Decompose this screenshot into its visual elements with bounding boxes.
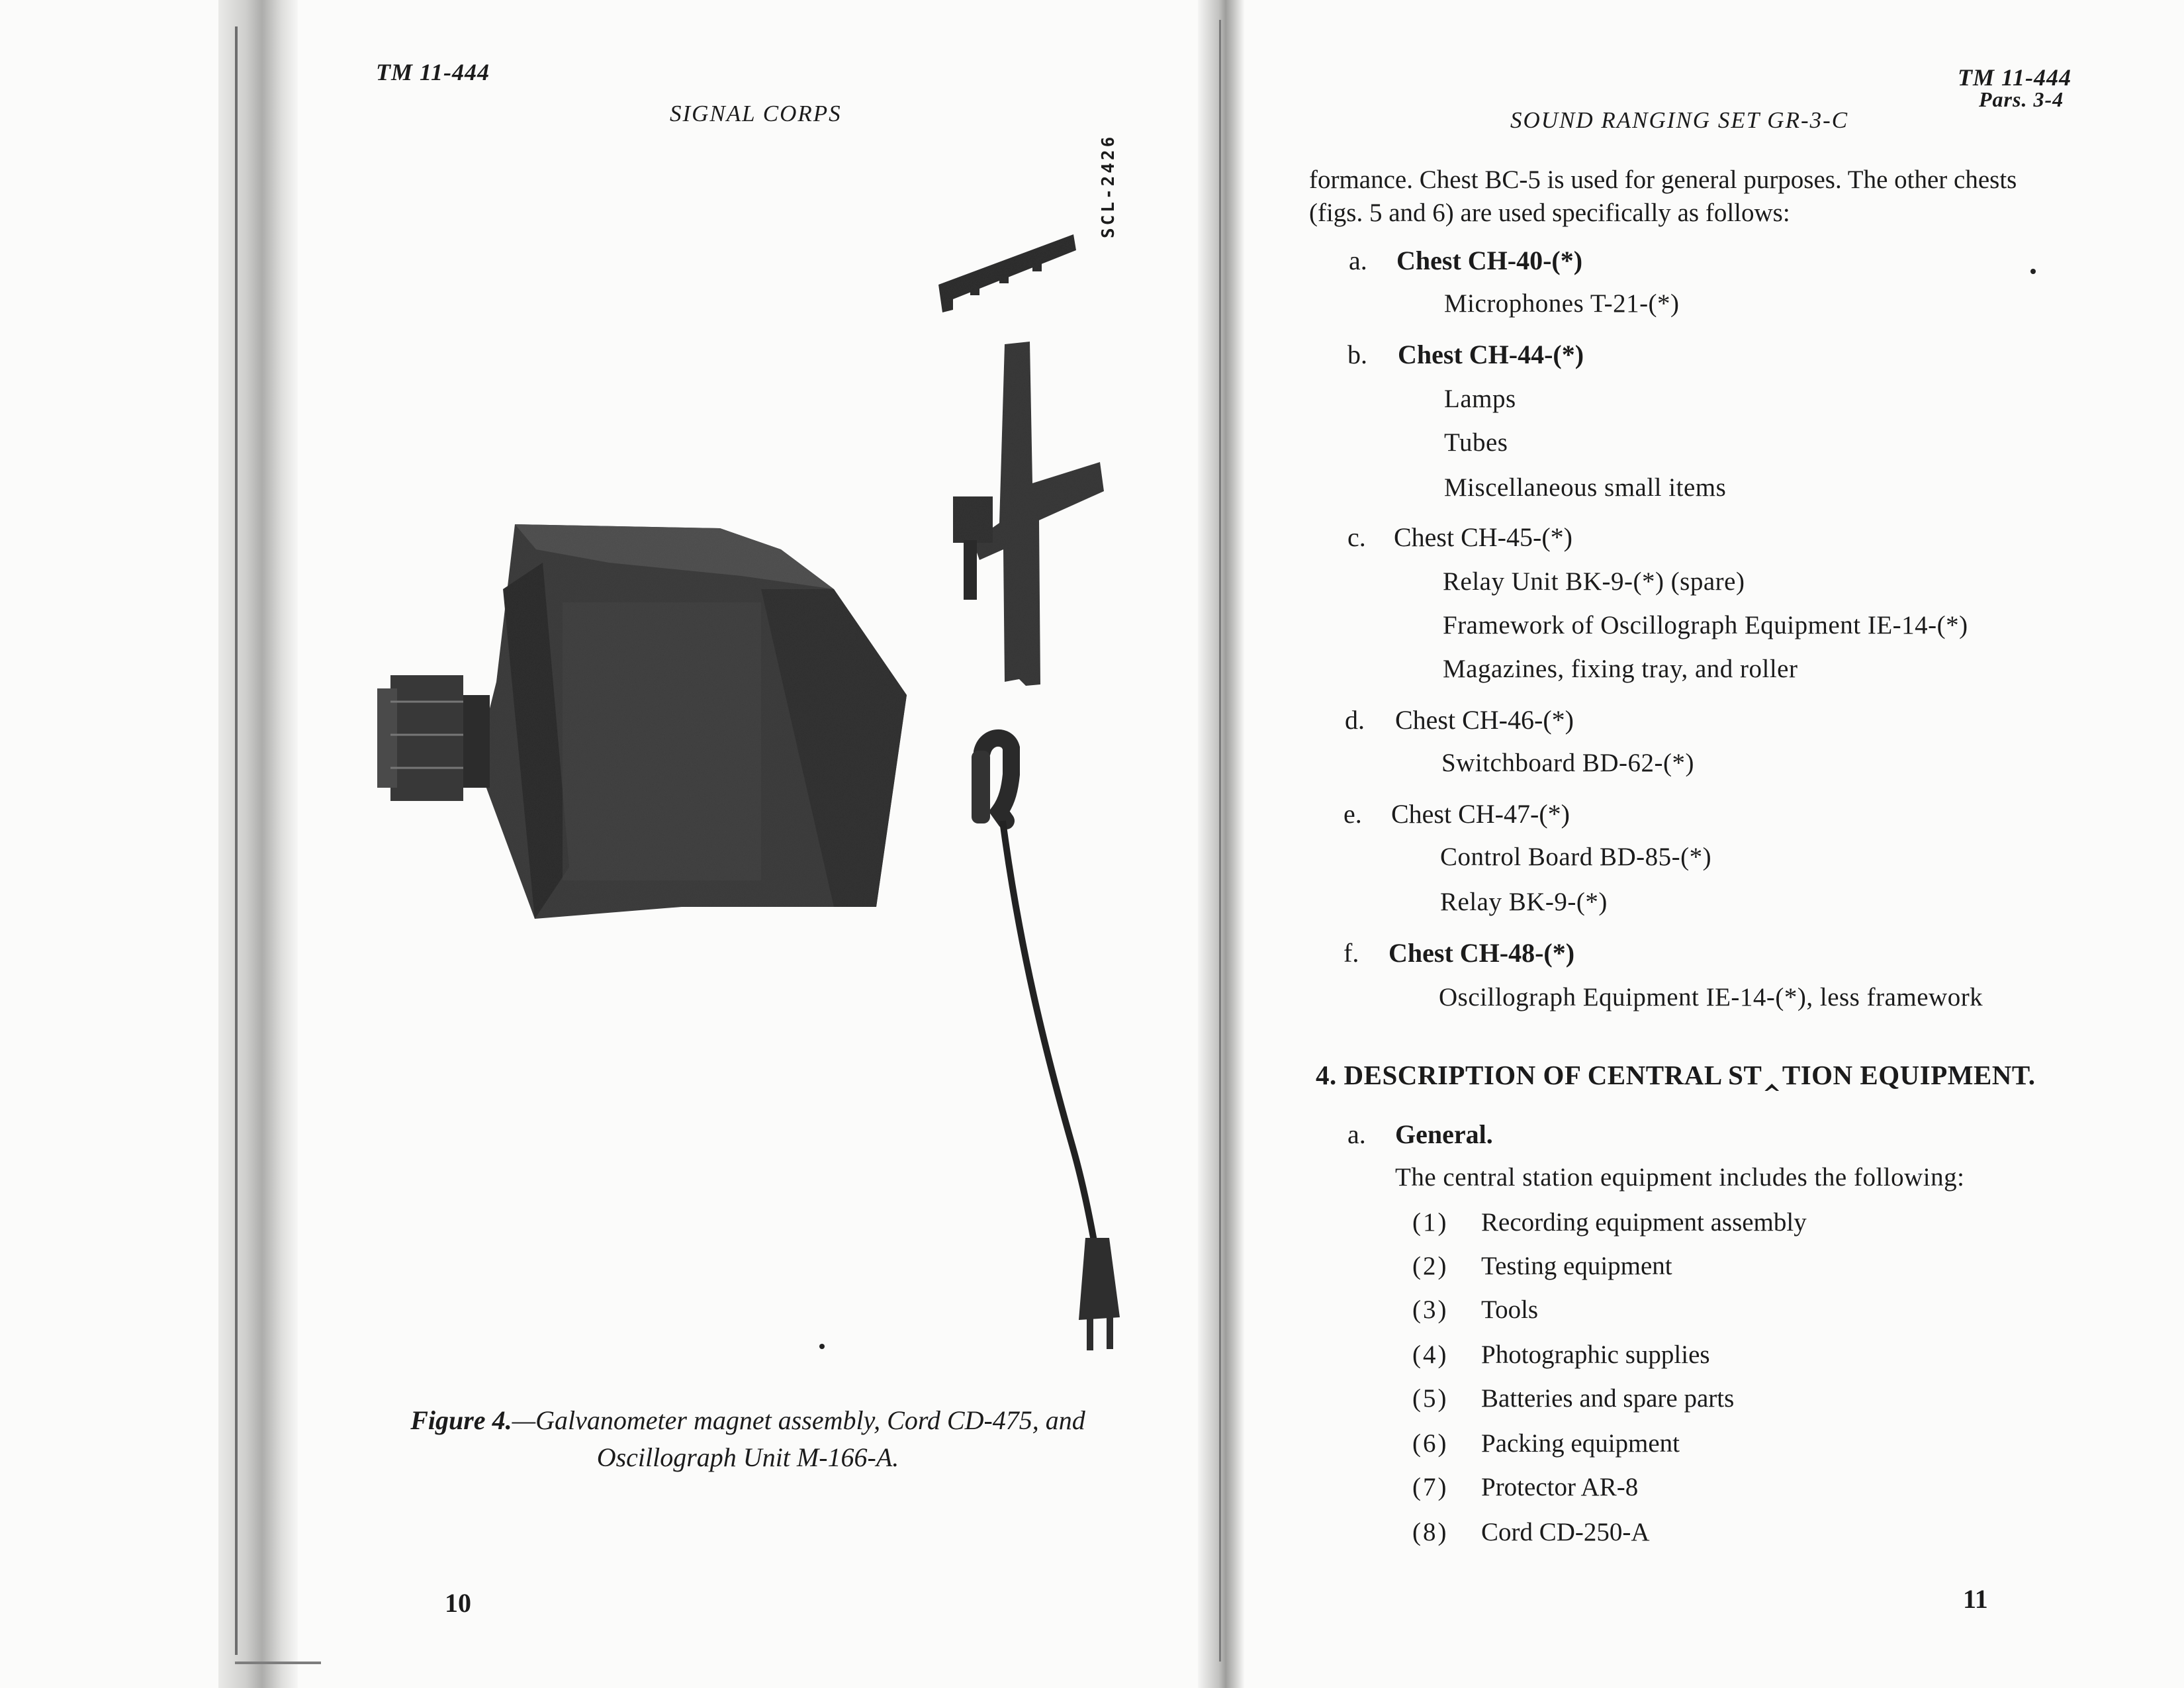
left-binding-edge	[235, 26, 238, 1655]
chest-a-name: Chest CH-40-(*)	[1396, 246, 1583, 275]
stray-speck	[2030, 269, 2036, 274]
chest-e-name: Chest CH-47-(*)	[1391, 799, 1570, 829]
left-binding-foot	[235, 1662, 321, 1664]
equipment-item-3: Tools	[1481, 1295, 1539, 1324]
equipment-num-8: (8)	[1412, 1518, 1449, 1546]
figure-4-illustration	[371, 218, 1165, 1383]
chest-b-name: Chest CH-44-(*)	[1398, 340, 1584, 369]
right-running-code: TM 11-444	[1958, 64, 2072, 91]
chest-f-item-1: Oscillograph Equipment IE-14-(*), less framework	[1439, 983, 1983, 1011]
equipment-item-2: Testing equipment	[1481, 1252, 1672, 1280]
section-4a-heading: General.	[1395, 1119, 1493, 1149]
chest-c-item-1: Relay Unit BK-9-(*) (spare)	[1443, 567, 1745, 596]
equipment-item-7: Protector AR-8	[1481, 1473, 1639, 1501]
section-4-heading: 4. DESCRIPTION OF CENTRAL ST‸TION EQUIPMENT.	[1316, 1060, 2036, 1090]
chest-c-letter: c.	[1347, 522, 1366, 552]
equipment-item-5: Batteries and spare parts	[1481, 1384, 1735, 1413]
right-page-number: 11	[1963, 1584, 1988, 1614]
equipment-item-4: Photographic supplies	[1481, 1340, 1710, 1369]
left-running-title: SIGNAL CORPS	[670, 101, 842, 126]
right-binding-edge	[1219, 20, 1221, 1662]
magnet-bar-drawing	[938, 234, 1076, 312]
equipment-num-3: (3)	[1412, 1295, 1449, 1324]
chest-b-letter: b.	[1347, 340, 1367, 369]
chest-d-item-1: Switchboard BD-62-(*)	[1441, 749, 1695, 777]
chest-e-letter: e.	[1343, 799, 1362, 829]
chest-b-item-1: Lamps	[1444, 385, 1516, 413]
chest-c-item-2: Framework of Oscillograph Equipment IE-14-(*)	[1443, 611, 1968, 639]
paragraphs-reference: Pars. 3-4	[1979, 87, 2064, 111]
equipment-num-2: (2)	[1412, 1252, 1449, 1280]
caption-line-1: —Galvanometer magnet assembly, Cord CD-475, and	[512, 1405, 1085, 1435]
oscillograph-unit-drawing	[477, 524, 907, 919]
equipment-num-5: (5)	[1412, 1384, 1449, 1413]
figure-4-caption	[371, 1402, 1125, 1476]
right-binding-shadow	[1198, 0, 1244, 1688]
figure-serial-number: SCL-2426	[1099, 134, 1118, 238]
left-page-number: 10	[445, 1588, 471, 1618]
left-binding-shadow	[218, 0, 298, 1688]
chest-e-item-1: Control Board BD-85-(*)	[1440, 843, 1712, 871]
cord-cd-475-drawing	[972, 738, 1120, 1350]
intro-line-1: formance. Chest BC-5 is used for general purposes. The other chests	[1309, 165, 2017, 194]
intro-line-2: (figs. 5 and 6) are used specifically as follows:	[1309, 199, 1790, 227]
unit-connector-drawing	[377, 675, 490, 801]
chest-b-item-2: Tubes	[1444, 428, 1508, 457]
caption-line-2: Oscillograph Unit M-166-A.	[596, 1442, 899, 1472]
section-4a-intro: The central station equipment includes the following:	[1395, 1163, 1965, 1192]
right-running-title: SOUND RANGING SET GR-3-C	[1510, 107, 1849, 133]
chest-a-letter: a.	[1349, 246, 1367, 275]
chest-c-name: Chest CH-45-(*)	[1394, 522, 1572, 552]
section-4a-letter: a.	[1347, 1119, 1366, 1149]
equipment-item-8: Cord CD-250-A	[1481, 1518, 1650, 1546]
equipment-num-1: (1)	[1412, 1208, 1449, 1237]
chest-d-letter: d.	[1345, 705, 1365, 735]
chest-a-item-1: Microphones T-21-(*)	[1444, 289, 1680, 318]
equipment-num-4: (4)	[1412, 1340, 1449, 1369]
equipment-item-1: Recording equipment assembly	[1481, 1208, 1807, 1237]
galvanometer-magnet-drawing	[953, 342, 1104, 686]
chest-e-item-2: Relay BK-9-(*)	[1440, 888, 1608, 916]
equipment-item-6: Packing equipment	[1481, 1429, 1680, 1458]
figure-label: Figure 4.	[410, 1405, 512, 1435]
left-running-code: TM 11-444	[376, 59, 490, 85]
stray-speck	[819, 1344, 825, 1349]
chest-c-item-3: Magazines, fixing tray, and roller	[1443, 655, 1798, 683]
equipment-num-6: (6)	[1412, 1429, 1449, 1458]
chest-f-letter: f.	[1343, 938, 1359, 968]
chest-b-item-3: Miscellaneous small items	[1444, 473, 1727, 502]
chest-d-name: Chest CH-46-(*)	[1395, 705, 1574, 735]
equipment-num-7: (7)	[1412, 1473, 1449, 1501]
chest-f-name: Chest CH-48-(*)	[1388, 938, 1575, 968]
